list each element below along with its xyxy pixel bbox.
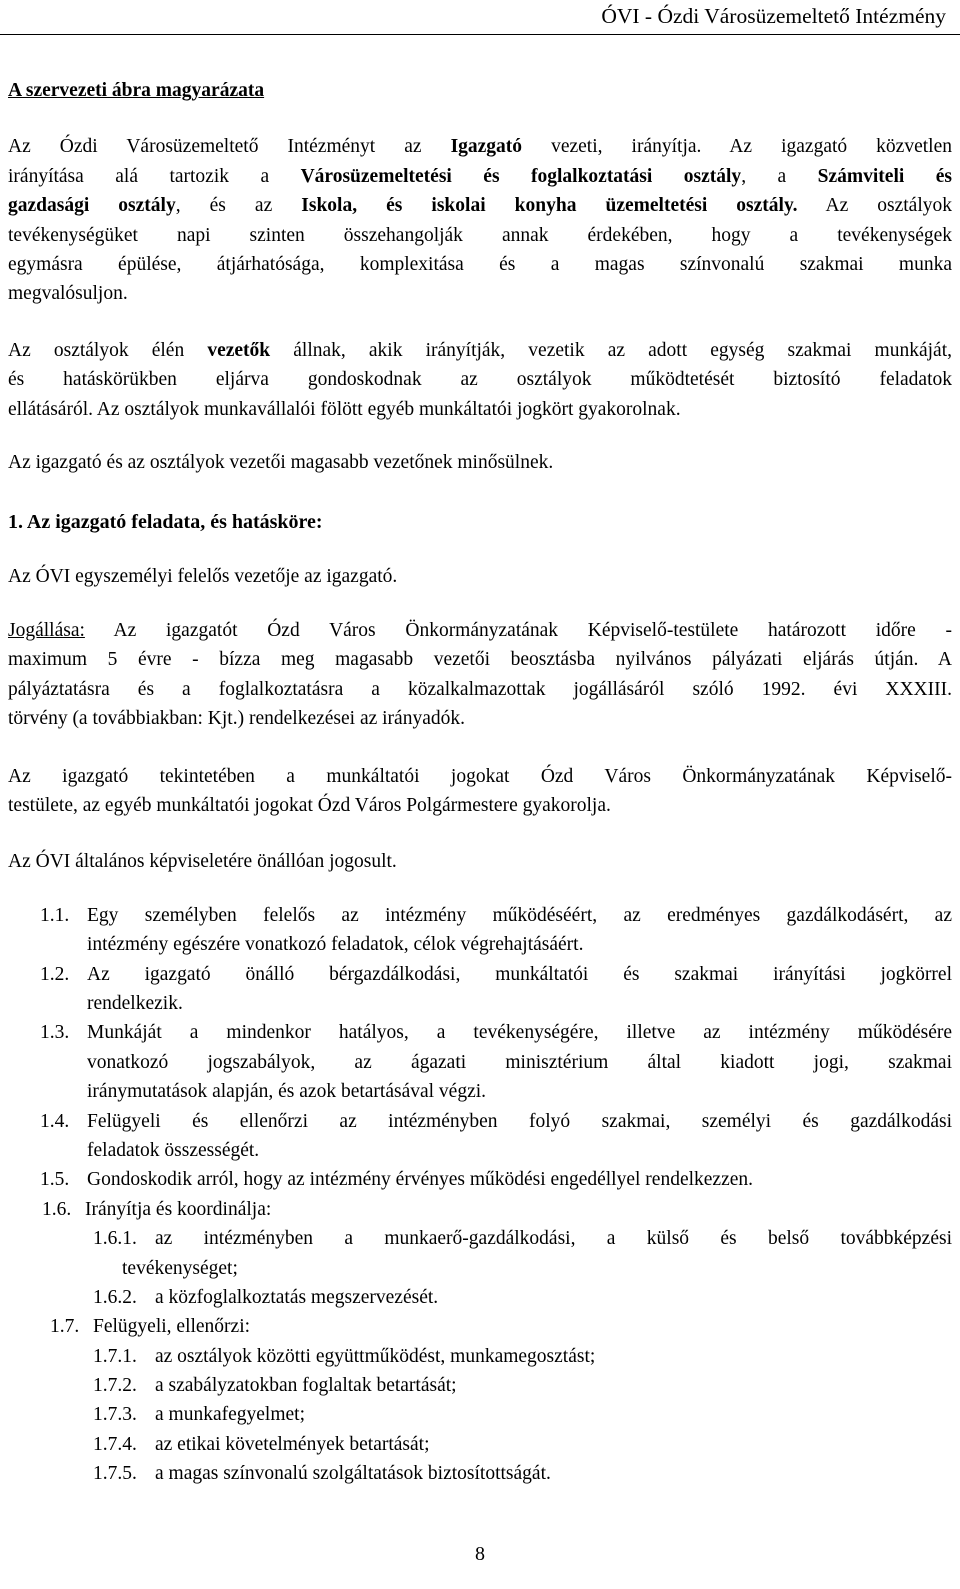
- list-item: 1.6.1. az intézményben a munkaerő-gazdálkodási, a külső és belső továbbképzési tevékenységet;: [93, 1228, 952, 1279]
- list-item: 1.5. Gondoskodik arról, hogy az intézmény érvényes működési engedéllyel rendelkezzen.: [40, 1169, 754, 1191]
- page-header-title: ÓVI - Ózdi Városüzemeltető Intézmény: [601, 4, 946, 28]
- page-number: 8: [475, 1543, 485, 1565]
- list-item: 1.6.2. a közfoglalkoztatás megszervezését.: [93, 1286, 439, 1308]
- list-item: 1.1. Egy személyben felelős az intézmény működéséért, az eredményes gazdálkodásért, az intézmény egészére vonatkozó feladatok, célok végrehajtásáért.: [40, 904, 952, 956]
- list-item: 1.2. Az igazgató önálló bérgazdálkodási, munkáltatói és szakmai irányítási jogkörrel rendelkezik.: [40, 963, 952, 1014]
- list-item: 1.7.4. az etikai követelmények betartását;: [93, 1433, 430, 1455]
- duties-list: [8, 901, 952, 1489]
- list-item: 1.7.1. az osztályok közötti együttműködést, munkamegosztást;: [93, 1345, 596, 1367]
- section-heading: A szervezeti ábra magyarázata: [8, 80, 265, 101]
- paragraph-department-heads: Az osztályok élén vezetők állnak, akik irányítják, vezetik az adott egység szakmai munkáját, és hatáskörükben eljárva gondoskodnak az osztályok működtetését biztosító feladatok ellátásáról. Az osztályok munkavállalói fölött egyéb munkáltatói jogkört gyakorolnak.: [8, 339, 952, 420]
- section-1-title: 1. Az igazgató feladata, és hatásköre:: [8, 511, 323, 534]
- paragraph-legal-status: Jogállása: Az igazgatót Ózd Város Önkormányzatának Képviselő-testülete határozott időre - maximum 5 évre - bízza meg magasabb vezetői beosztásba nyilvános pályázati eljárás útján. A pályáztatásra és a foglalkoztatásra a közalkalmazottak jogállásáról szóló 1992. évi XXXIII. törvény (a továbbiakban: Kjt.) rendelkezései az irányadók.: [8, 620, 952, 730]
- list-item: 1.7. Felügyeli, ellenőrzi:: [50, 1316, 251, 1338]
- paragraph-senior-managers: Az igazgató és az osztályok vezetői magasabb vezetőnek minősülnek.: [8, 451, 554, 473]
- list-item: 1.7.5. a magas színvonalú szolgáltatások biztosítottságát.: [93, 1463, 551, 1485]
- list-item: 1.7.3. a munkafegyelmet;: [93, 1404, 305, 1426]
- list-item: 1.4. Felügyeli és ellenőrzi az intézményben folyó szakmai, személyi és gazdálkodási feladatok összességét.: [40, 1110, 952, 1161]
- header-divider: [0, 34, 960, 35]
- list-item: 1.3. Munkáját a mindenkor hatályos, a tevékenységére, illetve az intézmény működésére vonatkozó jogszabályok, az ágazati minisztérium által kiadott jogi, szakmai iránymutatások alapján, és azok betartásával végzi.: [40, 1022, 952, 1103]
- paragraph-representation: Az ÓVI általános képviseletére önállóan jogosult.: [8, 851, 397, 873]
- document-body: [8, 76, 952, 1489]
- paragraph-employer-rights: Az igazgató tekintetében a munkáltatói jogokat Ózd Város Önkormányzatának Képviselő- testülete, az egyéb munkáltatói jogokat Ózd Város Polgármestere gyakorolja.: [8, 765, 952, 817]
- paragraph-org-structure: Az Ózdi Városüzemeltető Intézményt az Igazgató vezeti, irányítja. Az igazgató közvetlen irányítása alá tartozik a Városüzemeltetési és foglalkoztatási osztály, a Számviteli és gazdasági osztály, és az Iskola, és iskolai konyha üzemeltetési osztály. Az osztályok tevékenységüket napi szinten összehangolják annak érdekében, hogy a tevékenységek egymásra épülése, átjárhatósága, komplexitása és a magas színvonalú szakmai munka megvalósuljon.: [8, 136, 952, 305]
- paragraph-sole-responsible: Az ÓVI egyszemélyi felelős vezetője az igazgató.: [8, 565, 398, 587]
- list-item: 1.7.2. a szabályzatokban foglaltak betartását;: [93, 1375, 457, 1397]
- list-item: 1.6. Irányítja és koordinálja:: [42, 1198, 272, 1220]
